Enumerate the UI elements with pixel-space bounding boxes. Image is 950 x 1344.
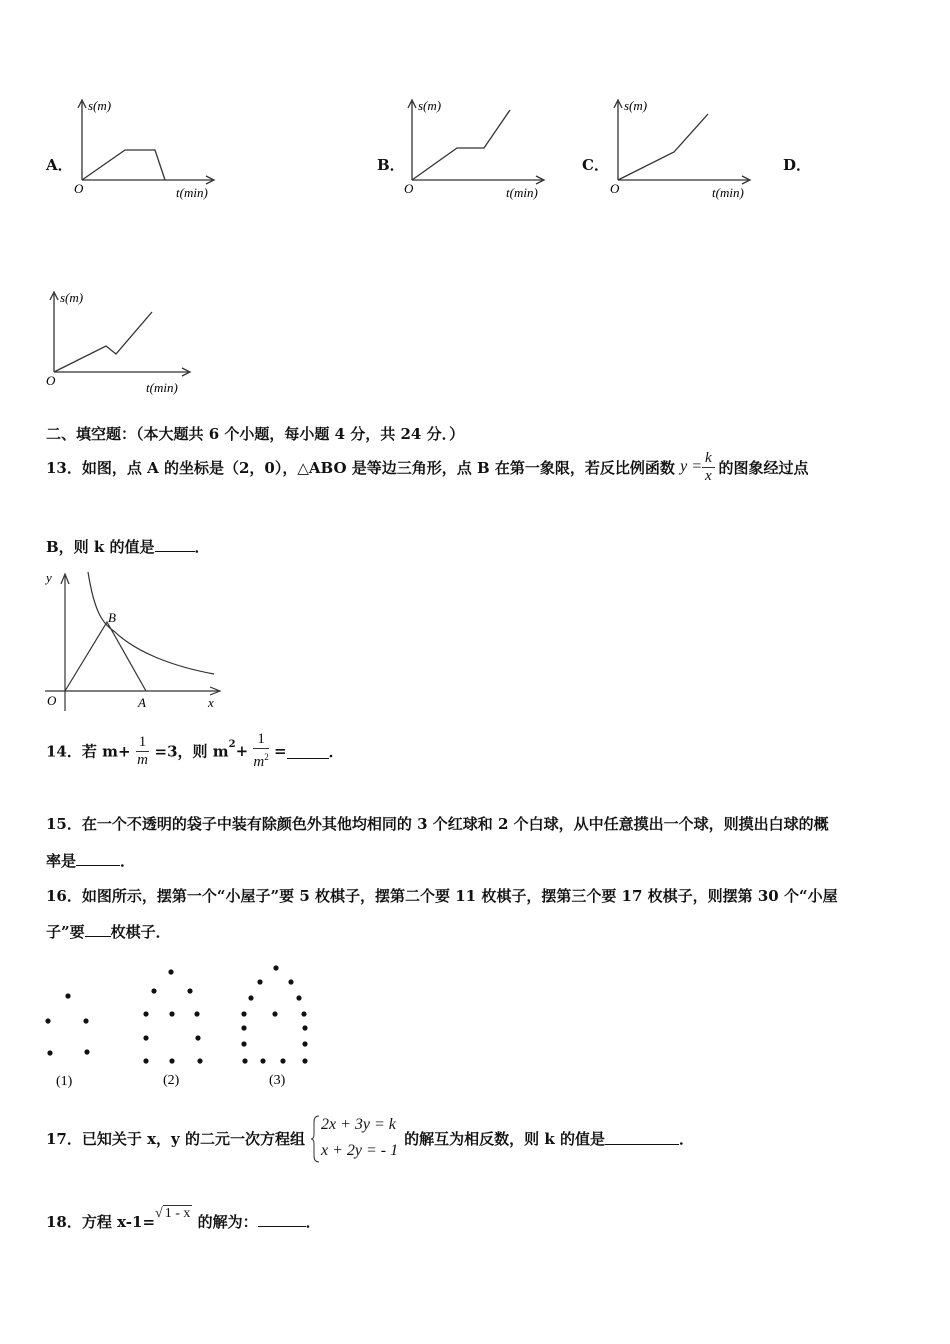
q17-prefix: 17．已知关于 x，y 的二元一次方程组 (46, 1129, 305, 1148)
q14-sup: 2 (228, 739, 236, 750)
x-axis-label: t(min) (506, 185, 538, 200)
q17-eq1: 2x + 3y = k (320, 1116, 396, 1133)
x-axis-label: t(min) (176, 185, 208, 200)
section-heading: 二、填空题：（本大题共 6 个小题，每小题 4 分，共 24 分．） (46, 425, 465, 443)
q14-frac2-num: 1 (257, 731, 265, 747)
q14-prefix: 14．若 m+ (46, 742, 131, 761)
q13-func-num: k (702, 450, 715, 468)
q13-y-label: y (46, 570, 52, 585)
q18-sqrt (155, 1206, 192, 1222)
q14-fraction-2 (253, 731, 268, 771)
q14-answer-blank[interactable] (287, 744, 329, 759)
question-14 (46, 731, 344, 771)
q14-frac2-den: m (253, 754, 265, 770)
x-axis-label: t(min) (146, 380, 178, 395)
q13-line2: B，则 k 的值是 (46, 538, 155, 556)
option-d-label[interactable]: D． (783, 156, 812, 174)
q16-fig-label-2: (2) (163, 1073, 180, 1088)
origin-label: O (404, 181, 414, 196)
q17-answer-blank[interactable] (605, 1130, 679, 1145)
q13-figure (40, 566, 230, 716)
q17-eq2: x + 2y = - 1 (320, 1142, 399, 1159)
q14-suffix: = (273, 742, 287, 760)
q13-b-label: B (108, 610, 116, 625)
option-b-label[interactable]: B． (377, 156, 405, 174)
question-15-line2 (46, 850, 135, 871)
graph-option-c (608, 96, 758, 206)
q17-suffix: 的解互为相反数，则 k 的值是 (404, 1129, 605, 1148)
q13-func-den: x (705, 468, 712, 484)
q14-fraction-1 (136, 734, 150, 769)
option-a-label[interactable]: A． (46, 156, 73, 174)
q14-frac2-den-wrap (253, 748, 268, 771)
q13-text-after: 的图象经过点 (718, 459, 809, 477)
q13-text-before: 13．如图，点 A 的坐标是（2，0），△ABO 是等边三角形，点 B 在第一象限，若反比例函数 (46, 459, 675, 477)
q16-line2a: 子”要 (46, 923, 85, 941)
q18-answer-blank[interactable] (258, 1212, 306, 1227)
origin-label: O (46, 373, 56, 388)
origin-label: O (610, 181, 620, 196)
q17-end: ． (678, 1129, 694, 1148)
q15-end: ． (120, 852, 136, 870)
q18-prefix: 18．方程 x-1= (46, 1213, 156, 1231)
q18-end: ． (305, 1213, 321, 1231)
q13-function (680, 450, 718, 484)
graph-option-a (72, 96, 222, 206)
x-axis-label: t(min) (712, 185, 744, 200)
q16-answer-blank[interactable] (85, 922, 111, 937)
q15-answer-blank[interactable] (76, 851, 120, 866)
q14-end: ． (328, 742, 344, 761)
y-axis-label: s(m) (60, 290, 84, 305)
q16-figure (38, 960, 328, 1095)
question-16-line2 (46, 921, 171, 942)
graph-option-b (402, 96, 552, 206)
q13-func-lhs: y = (680, 457, 703, 475)
q14-mid: =3，则 m (154, 742, 229, 761)
q14-frac1-num: 1 (138, 733, 147, 750)
question-13-line2 (46, 536, 210, 557)
q16-line2b: 枚棋子． (110, 923, 171, 941)
q18-radicand: 1 - x (164, 1206, 191, 1221)
q13-answer-blank[interactable] (155, 537, 195, 552)
q17-brace-icon (311, 1114, 321, 1164)
q13-end: ． (194, 538, 210, 556)
option-c-label[interactable]: C． (582, 156, 609, 174)
q13-a-label: A (138, 695, 146, 710)
q14-plus: + (235, 742, 249, 760)
q14-frac1-den: m (137, 751, 148, 768)
question-16-line1: 16．如图所示，摆第一个“小屋子”要 5 枚棋子，摆第二个要 11 枚棋子，摆第三个要 17 枚棋子，则摆第 30 个“小屋 (46, 887, 838, 905)
y-axis-label: s(m) (624, 98, 648, 113)
graph-option-d (44, 288, 204, 398)
y-axis-label: s(m) (88, 98, 112, 113)
q13-o-label: O (47, 693, 57, 708)
question-15-line1: 15．在一个不透明的袋子中装有除颜色外其他均相同的 3 个红球和 2 个白球，从中任意摸出一个球，则摸出白球的概 (46, 815, 829, 833)
question-17 (46, 1112, 694, 1164)
q14-frac2-sup: 2 (264, 752, 269, 762)
origin-label: O (74, 181, 84, 196)
q15-line2: 率是 (46, 852, 77, 870)
q18-suffix: 的解为： (197, 1213, 258, 1231)
q13-x-label: x (208, 695, 214, 710)
question-13-line1 (46, 450, 808, 485)
question-18 (46, 1206, 321, 1232)
q18-radical-icon: √ (155, 1206, 163, 1221)
q17-equation-system (311, 1112, 398, 1164)
y-axis-label: s(m) (418, 98, 442, 113)
q16-fig-label-1: (1) (56, 1074, 73, 1089)
q16-fig-label-3: (3) (269, 1073, 286, 1088)
